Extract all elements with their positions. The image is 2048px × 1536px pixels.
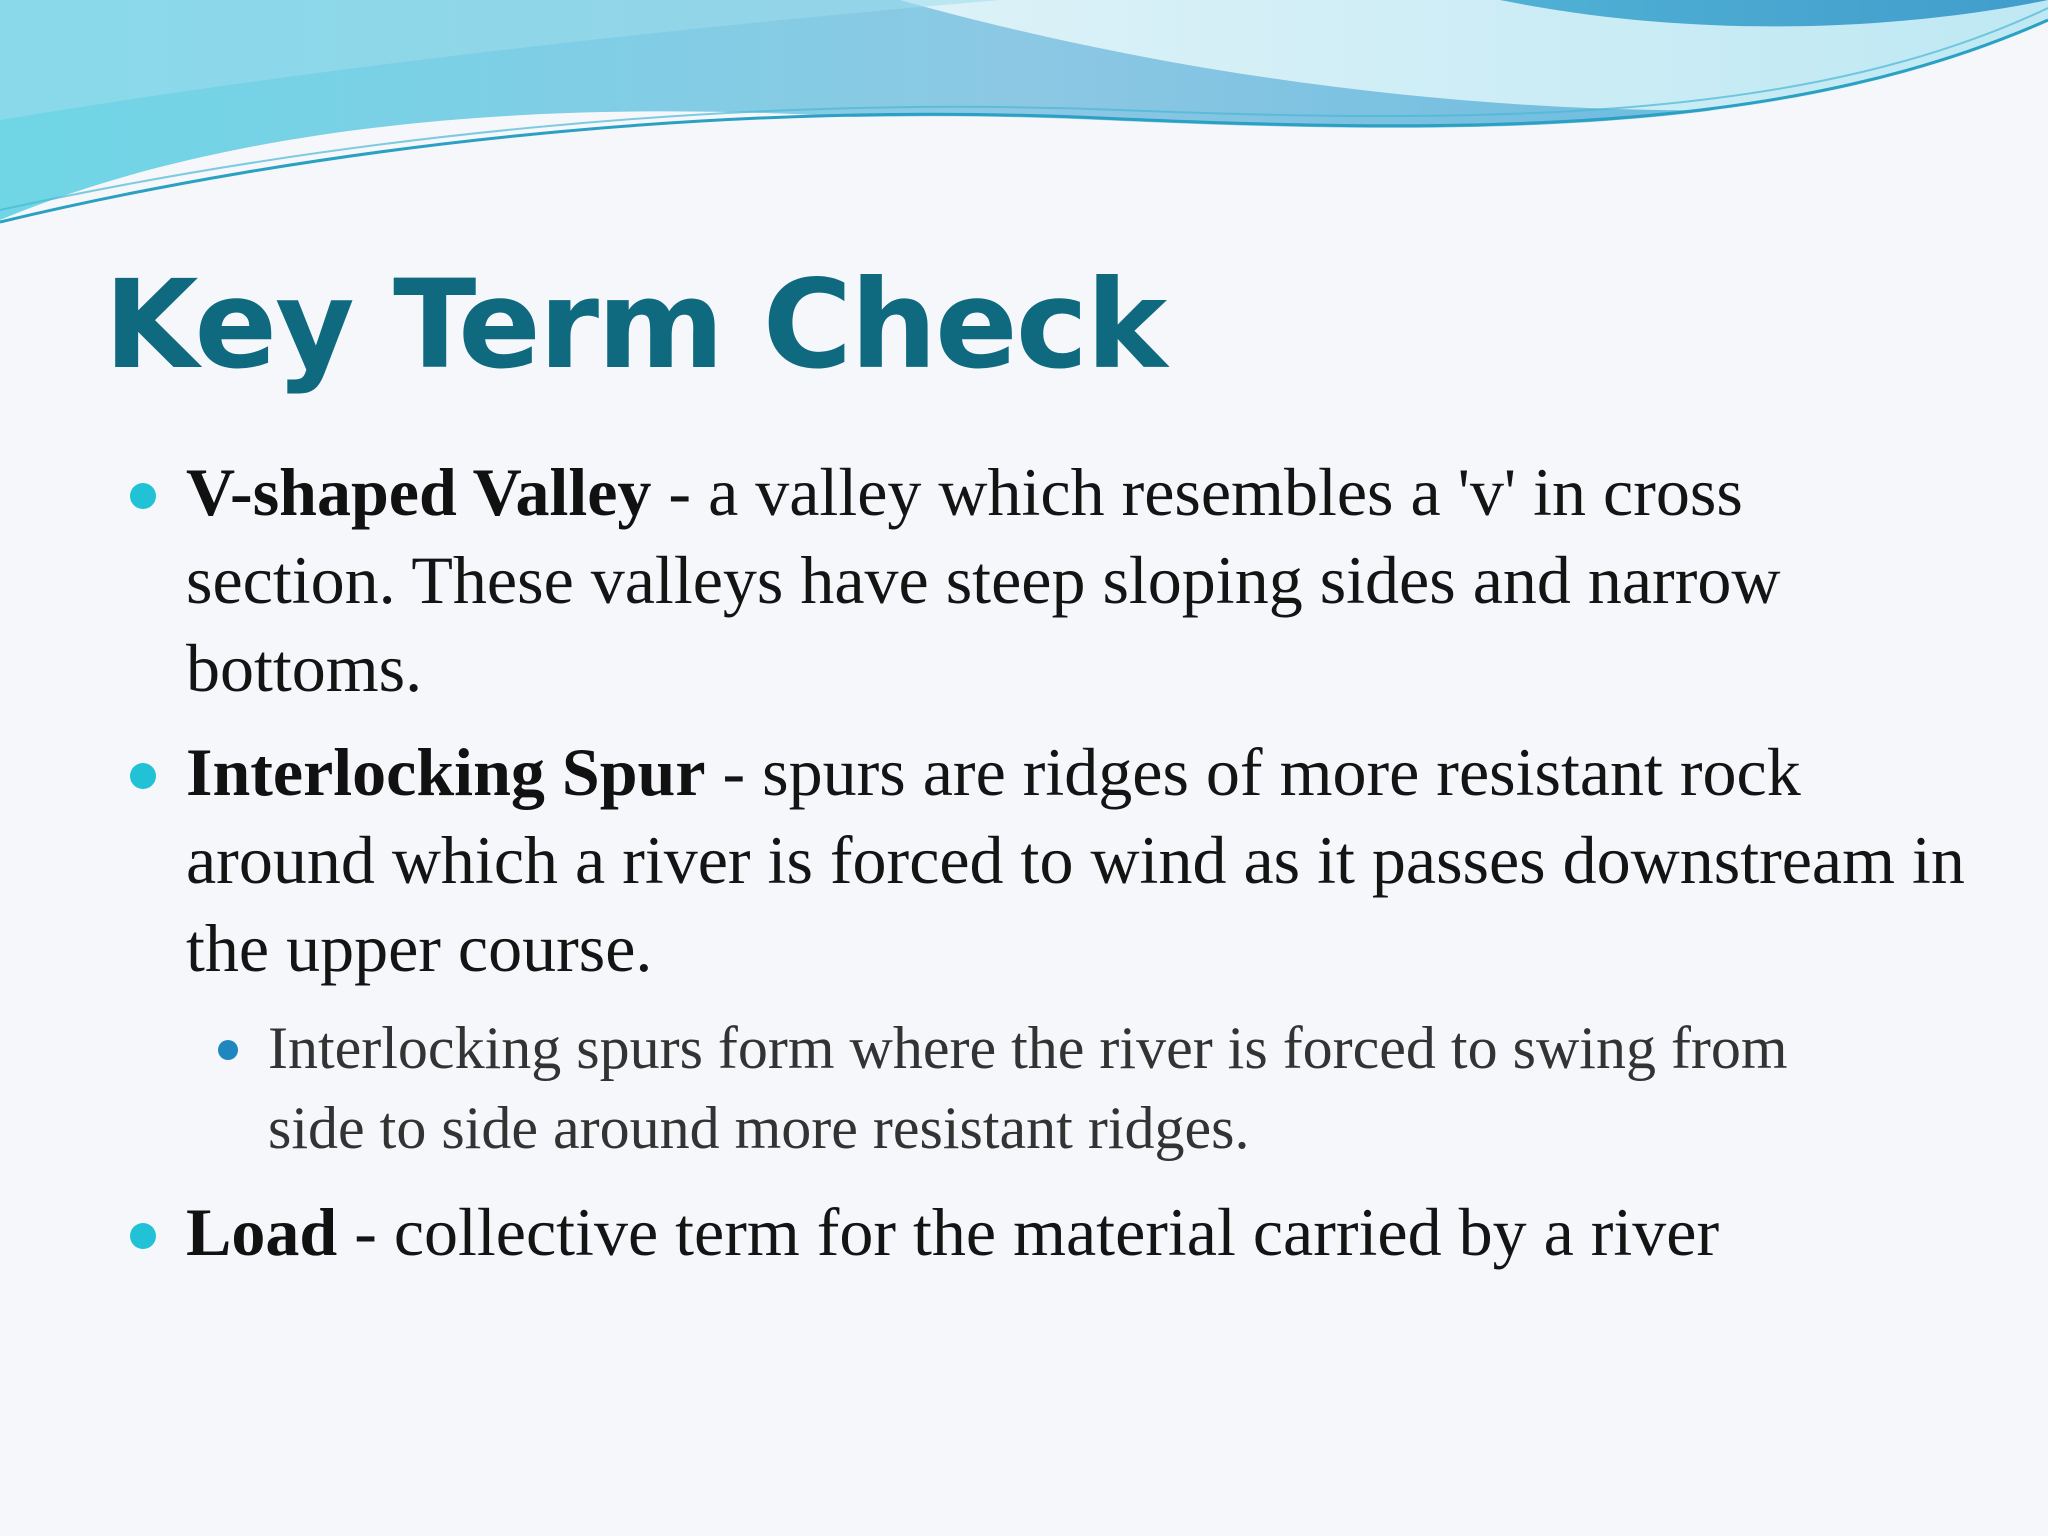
bullet-dot-icon <box>130 763 156 789</box>
wave-banner-decoration <box>0 0 2048 240</box>
term-definition: - a valley which resembles a 'v' in cross section. These valleys have steep sloping sides and narrow bottoms. <box>186 454 1781 706</box>
bullet-item-v-shaped-valley <box>0 448 1966 712</box>
bullet-dot-icon <box>130 1223 156 1249</box>
term-definition: - spurs are ridges of more resistant rock around which a river is forced to wind as it passes downstream in the upper course. <box>186 734 1965 986</box>
bullet-list <box>0 448 2048 1292</box>
sub-bullet-text: Interlocking spurs form where the river is forced to swing from side to side around more resistant ridges. <box>268 1015 1788 1161</box>
term-label: Load <box>186 1194 338 1270</box>
sub-bullet-item-interlocking-spurs <box>0 1008 1848 1168</box>
sub-bullet-dot-icon <box>218 1040 238 1060</box>
bullet-dot-icon <box>130 483 156 509</box>
term-definition: - collective term for the material carried by a river <box>337 1194 1720 1270</box>
term-label: Interlocking Spur <box>186 734 706 810</box>
bullet-item-load <box>0 1188 1966 1276</box>
slide-title: Key Term Check <box>104 254 1166 396</box>
bullet-item-interlocking-spur <box>0 728 1966 992</box>
term-label: V-shaped Valley <box>186 454 652 530</box>
